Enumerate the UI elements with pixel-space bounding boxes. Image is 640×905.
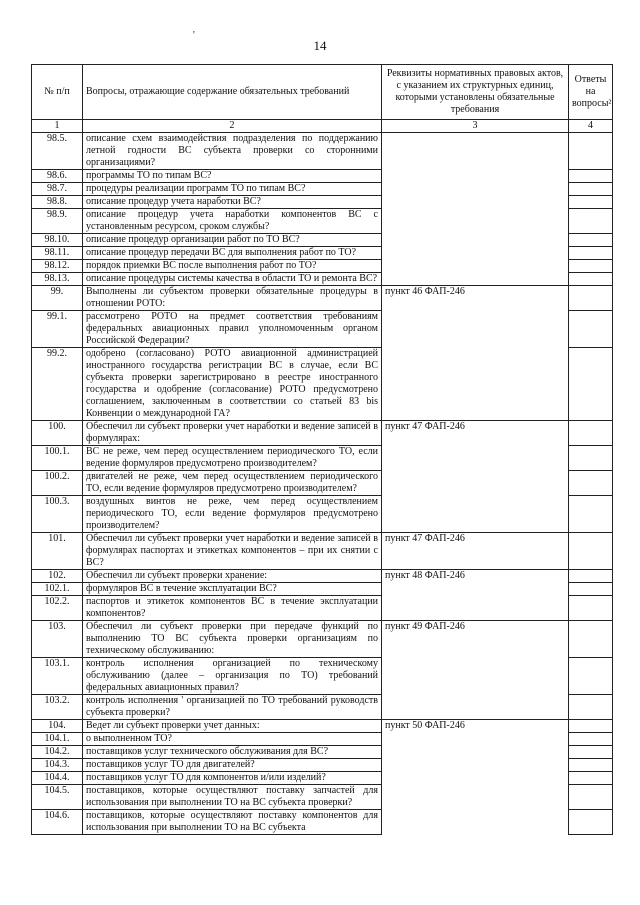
row-number: 98.7. (32, 183, 83, 196)
table-row (32, 348, 613, 421)
row-question: описание процедур учета наработки компонентов ВС с установленным ресурсом, сроком службы? (83, 209, 382, 234)
row-question: двигателей не реже, чем перед осуществлением периодического ТО, если ведение формуляров предусмотрено производителем? (83, 471, 382, 496)
table-row (32, 471, 613, 496)
row-number: 100. (32, 421, 83, 446)
row-answer[interactable] (569, 183, 613, 196)
column-number: 3 (382, 120, 569, 133)
table-row (32, 785, 613, 810)
row-requisite: пункт 48 ФАП-246 (382, 570, 569, 583)
row-number: 99. (32, 286, 83, 311)
row-question: поставщиков услуг ТО для компонентов и/или изделий? (83, 772, 382, 785)
row-requisite (382, 785, 569, 810)
row-number: 102.1. (32, 583, 83, 596)
row-answer[interactable] (569, 533, 613, 570)
row-answer[interactable] (569, 772, 613, 785)
row-number: 103.2. (32, 695, 83, 720)
row-question: рассмотрено РОТО на предмет соответствия требованиям федеральных авиационных правил уполномоченным органом Российской Федерации? (83, 311, 382, 348)
table-row (32, 583, 613, 596)
row-question: формуляров ВС в течение эксплуатации ВС? (83, 583, 382, 596)
row-number: 102.2. (32, 596, 83, 621)
row-requisite (382, 810, 569, 835)
row-answer[interactable] (569, 596, 613, 621)
table-row (32, 421, 613, 446)
row-answer[interactable] (569, 196, 613, 209)
row-question: поставщиков услуг технического обслуживания для ВС? (83, 746, 382, 759)
row-number: 98.5. (32, 133, 83, 170)
column-number: 2 (83, 120, 382, 133)
row-requisite (382, 695, 569, 720)
table-row (32, 596, 613, 621)
table-header-row (32, 65, 613, 120)
row-number: 98.9. (32, 209, 83, 234)
row-requisite (382, 348, 569, 421)
row-answer[interactable] (569, 621, 613, 658)
row-number: 99.1. (32, 311, 83, 348)
row-answer[interactable] (569, 570, 613, 583)
row-answer[interactable] (569, 421, 613, 446)
row-answer[interactable] (569, 170, 613, 183)
table-row (32, 496, 613, 533)
stray-mark: ' (193, 30, 195, 41)
row-number: 100.3. (32, 496, 83, 533)
table-row (32, 209, 613, 234)
row-number: 104.5. (32, 785, 83, 810)
row-number: 98.6. (32, 170, 83, 183)
row-requisite (382, 471, 569, 496)
row-question: о выполненном ТО? (83, 733, 382, 746)
table-row (32, 570, 613, 583)
table-row (32, 446, 613, 471)
row-question: описание схем взаимодействия подразделения по поддержанию летной годности ВС субъекта проверки со сторонними организациями? (83, 133, 382, 170)
row-question: описание процедур учета наработки ВС? (83, 196, 382, 209)
column-number: 1 (32, 120, 83, 133)
row-answer[interactable] (569, 209, 613, 234)
row-requisite (382, 260, 569, 273)
table-row (32, 733, 613, 746)
row-question: описание процедур организации работ по ТО ВС? (83, 234, 382, 247)
row-question: Обеспечил ли субъект проверки при передаче функций по выполнению ТО ВС субъекта проверки организациям по техническому обслуживанию: (83, 621, 382, 658)
row-answer[interactable] (569, 759, 613, 772)
row-answer[interactable] (569, 133, 613, 170)
row-requisite (382, 658, 569, 695)
row-answer[interactable] (569, 234, 613, 247)
row-number: 99.2. (32, 348, 83, 421)
row-requisite (382, 496, 569, 533)
row-requisite (382, 209, 569, 234)
table-row (32, 247, 613, 260)
row-question: поставщиков услуг ТО для двигателей? (83, 759, 382, 772)
row-answer[interactable] (569, 810, 613, 835)
table-row (32, 260, 613, 273)
row-answer[interactable] (569, 311, 613, 348)
row-requisite (382, 772, 569, 785)
column-number-row (32, 120, 613, 133)
row-requisite (382, 273, 569, 286)
row-answer[interactable] (569, 658, 613, 695)
row-question: контроль исполнения ' организацией по ТО требований руководств субъекта проверки? (83, 695, 382, 720)
row-answer[interactable] (569, 583, 613, 596)
row-answer[interactable] (569, 348, 613, 421)
row-question: поставщиков, которые осуществляют поставку запчастей для использования при выполнении ТО на ВС субъекта проверки? (83, 785, 382, 810)
table-row (32, 695, 613, 720)
row-number: 104.6. (32, 810, 83, 835)
header-answers: Ответы на вопросы² (569, 65, 613, 120)
row-question: паспортов и этикеток компонентов ВС в течение эксплуатации компонентов? (83, 596, 382, 621)
table-row (32, 170, 613, 183)
row-requisite (382, 133, 569, 170)
row-requisite: пункт 49 ФАП-246 (382, 621, 569, 658)
row-question: процедуры реализации программ ТО по типам ВС? (83, 183, 382, 196)
row-requisite (382, 596, 569, 621)
row-number: 103.1. (32, 658, 83, 695)
row-requisite (382, 170, 569, 183)
row-number: 98.11. (32, 247, 83, 260)
row-number: 98.10. (32, 234, 83, 247)
table-row (32, 621, 613, 658)
table-row (32, 183, 613, 196)
row-number: 98.13. (32, 273, 83, 286)
table-row (32, 658, 613, 695)
row-answer[interactable] (569, 286, 613, 311)
row-number: 103. (32, 621, 83, 658)
row-requisite: пункт 47 ФАП-246 (382, 421, 569, 446)
row-requisite: пункт 46 ФАП-246 (382, 286, 569, 311)
row-requisite (382, 746, 569, 759)
table-row (32, 311, 613, 348)
row-question: Обеспечил ли субъект проверки хранение: (83, 570, 382, 583)
row-question: описание процедуры системы качества в области ТО и ремонта ВС? (83, 273, 382, 286)
row-number: 100.2. (32, 471, 83, 496)
row-answer[interactable] (569, 695, 613, 720)
row-requisite (382, 311, 569, 348)
row-answer[interactable] (569, 720, 613, 733)
page-number: 14 (313, 38, 327, 53)
row-number: 100.1. (32, 446, 83, 471)
row-answer[interactable] (569, 273, 613, 286)
row-requisite (382, 446, 569, 471)
row-question: воздушных винтов не реже, чем перед осуществлением периодического ТО, если ведение формуляров предусмотрено производителем? (83, 496, 382, 533)
row-requisite (382, 196, 569, 209)
column-number: 4 (569, 120, 613, 133)
row-requisite: пункт 47 ФАП-246 (382, 533, 569, 570)
row-requisite (382, 733, 569, 746)
row-number: 104.1. (32, 733, 83, 746)
header-questions: Вопросы, отражающие содержание обязательных требований (83, 65, 382, 120)
row-requisite (382, 583, 569, 596)
row-answer[interactable] (569, 247, 613, 260)
table-body (32, 133, 613, 835)
row-question: Ведет ли субъект проверки учет данных: (83, 720, 382, 733)
row-number: 104.4. (32, 772, 83, 785)
table-row (32, 273, 613, 286)
row-question: программы ТО по типам ВС? (83, 170, 382, 183)
row-number: 102. (32, 570, 83, 583)
row-question: Выполнены ли субъектом проверки обязательные процедуры в отношении РОТО: (83, 286, 382, 311)
table-row (32, 286, 613, 311)
row-question: Обеспечил ли субъект проверки учет наработки и ведение записей в формулярах паспортах и этикетках компонентов – при их снятии с ВС? (83, 533, 382, 570)
requirements-table (31, 64, 613, 835)
row-number: 104.2. (32, 746, 83, 759)
row-answer[interactable] (569, 471, 613, 496)
row-requisite (382, 183, 569, 196)
row-number: 98.12. (32, 260, 83, 273)
row-question: контроль исполнения организацией по техническому обслуживанию (далее – организация по ТО) требований федеральных авиационных правил? (83, 658, 382, 695)
row-number: 98.8. (32, 196, 83, 209)
row-question: поставщиков, которые осуществляют поставку компонентов для использования при выполнении ТО на ВС субъекта (83, 810, 382, 835)
row-requisite: пункт 50 ФАП-246 (382, 720, 569, 733)
row-number: 101. (32, 533, 83, 570)
table-row (32, 759, 613, 772)
row-requisite (382, 234, 569, 247)
table-row (32, 533, 613, 570)
table-row (32, 810, 613, 835)
row-answer[interactable] (569, 496, 613, 533)
table-row (32, 720, 613, 733)
row-question: Обеспечил ли субъект проверки учет наработки и ведение записей в формулярах: (83, 421, 382, 446)
table-row (32, 196, 613, 209)
row-requisite (382, 247, 569, 260)
row-question: одобрено (согласовано) РОТО авиационной администрацией иностранного государства регистрации ВС в случае, если ВС субъекта проверки зарегистрировано в реестре иностранного государства и одобрение (согласование) РОТО предусмотрено соглашением, заключенным в соответствии со статьей 83 bis Конвенции о международной ГА? (83, 348, 382, 421)
table-row (32, 234, 613, 247)
row-answer[interactable] (569, 733, 613, 746)
row-number: 104. (32, 720, 83, 733)
row-question: ВС не реже, чем перед осуществлением периодического ТО, если ведение формуляров предусмотрено производителем? (83, 446, 382, 471)
table-row (32, 772, 613, 785)
row-answer[interactable] (569, 746, 613, 759)
header-requisites: Реквизиты нормативных правовых актов, с указанием их структурных единиц, которыми установлены обязательные требования (382, 65, 569, 120)
header-number: № п/п (32, 65, 83, 120)
row-question: порядок приемки ВС после выполнения работ по ТО? (83, 260, 382, 273)
row-answer[interactable] (569, 785, 613, 810)
row-question: описание процедур передачи ВС для выполнения работ по ТО? (83, 247, 382, 260)
table-row (32, 746, 613, 759)
table-row (32, 133, 613, 170)
row-answer[interactable] (569, 446, 613, 471)
row-number: 104.3. (32, 759, 83, 772)
row-answer[interactable] (569, 260, 613, 273)
row-requisite (382, 759, 569, 772)
